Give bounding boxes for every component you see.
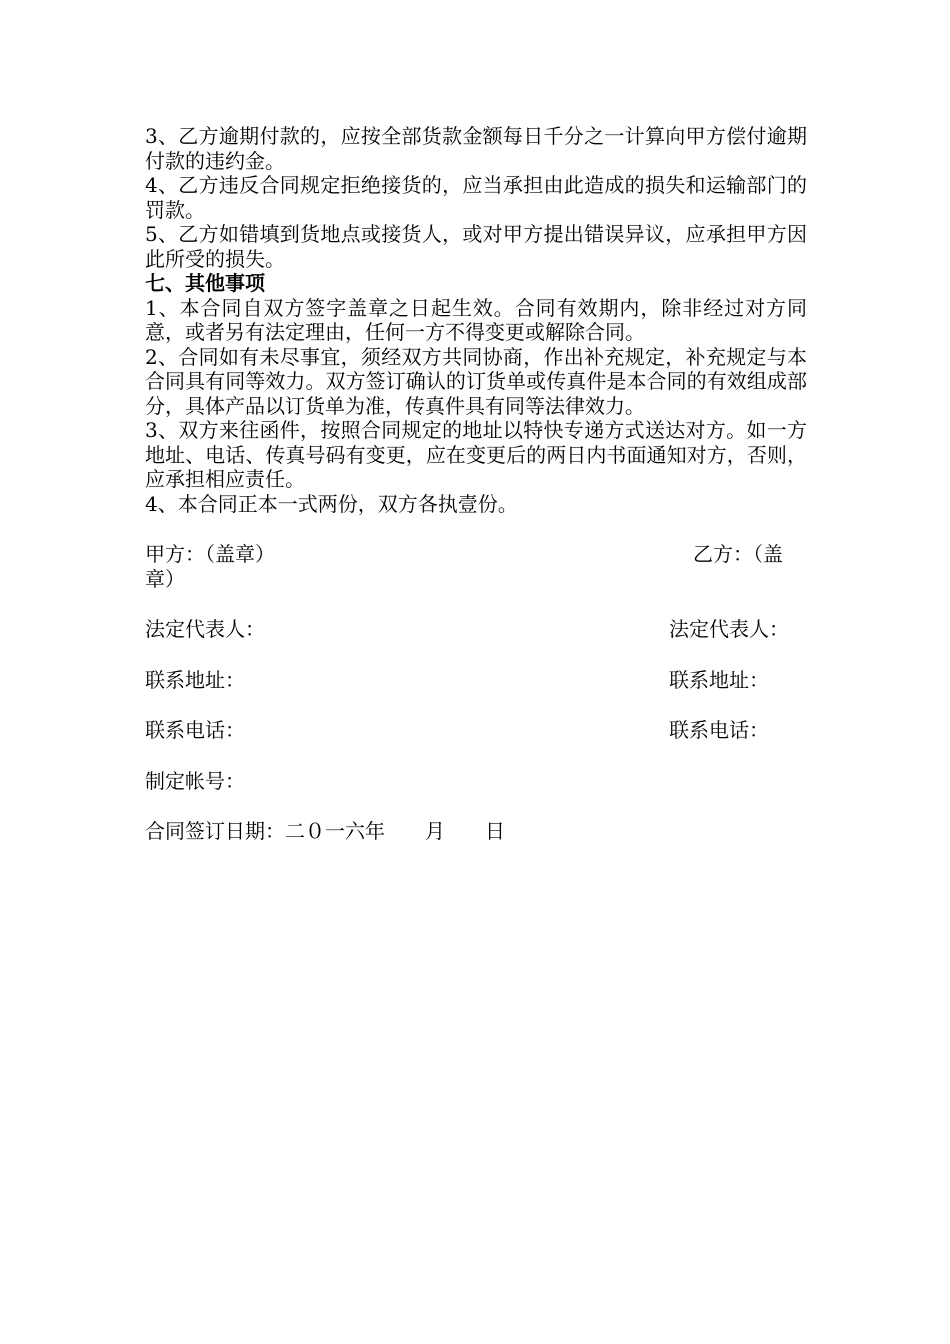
- party-b-seal-label: 乙方：（盖: [693, 542, 783, 566]
- party-b-address-label: 联系地址：: [669, 667, 769, 692]
- clause-effective: 1、本合同自双方签字盖章之日起生效。合同有效期内，除非经过对方同意，或者另有法定理由，任何一方不得变更或解除合同。: [145, 295, 807, 344]
- clause-correspondence: 3、双方来往函件，按照合同规定的地址以特快专递方式送达对方。如一方地址、电话、传真号码有变更，应在变更后的两日内书面通知对方，否则，应承担相应责任。: [145, 418, 807, 491]
- representative-row: [145, 617, 807, 642]
- signing-date-label: 合同签订日期：二０一六年 月 日: [145, 819, 505, 843]
- clause-supplement: 2、合同如有未尽事宜，须经双方共同协商，作出补充规定，补充规定与本合同具有同等效力。双方签订确认的订货单或传真件是本合同的有效组成部分，具体产品以订货单为准，传真件具有同等法律效力。: [145, 344, 807, 418]
- party-b-phone-label: 联系电话：: [669, 718, 769, 742]
- clause-late-payment: 3、乙方逾期付款的，应按全部货款金额每日千分之一计算向甲方偿付逾期付款的违约金。: [145, 124, 807, 173]
- phone-row: [145, 718, 807, 743]
- seal-row: [145, 542, 807, 591]
- party-a-representative-label: 法定代表人：: [145, 617, 265, 641]
- signature-block: [145, 542, 807, 844]
- party-b-representative-label: 法定代表人：: [669, 617, 789, 641]
- contract-page: [145, 124, 807, 844]
- address-row: [145, 668, 807, 693]
- section-heading-other-matters: 七、其他事项: [145, 271, 265, 295]
- clause-copies: 4、本合同正本一式两份，双方各执壹份。: [145, 491, 518, 516]
- party-a-phone-label: 联系电话：: [145, 718, 245, 742]
- party-a-address-label: 联系地址：: [145, 667, 245, 692]
- clause-wrong-address: 5、乙方如错填到货地点或接货人，或对甲方提出错误异议，应承担甲方因此所受的损失。: [145, 222, 807, 271]
- clause-refuse-delivery: 4、乙方违反合同规定拒绝接货的，应当承担由此造成的损失和运输部门的罚款。: [145, 173, 807, 222]
- account-label: 制定帐号：: [145, 768, 245, 793]
- party-b-seal-label-wrap: 章）: [145, 566, 185, 591]
- party-a-seal-label: 甲方：（盖章）: [145, 542, 275, 566]
